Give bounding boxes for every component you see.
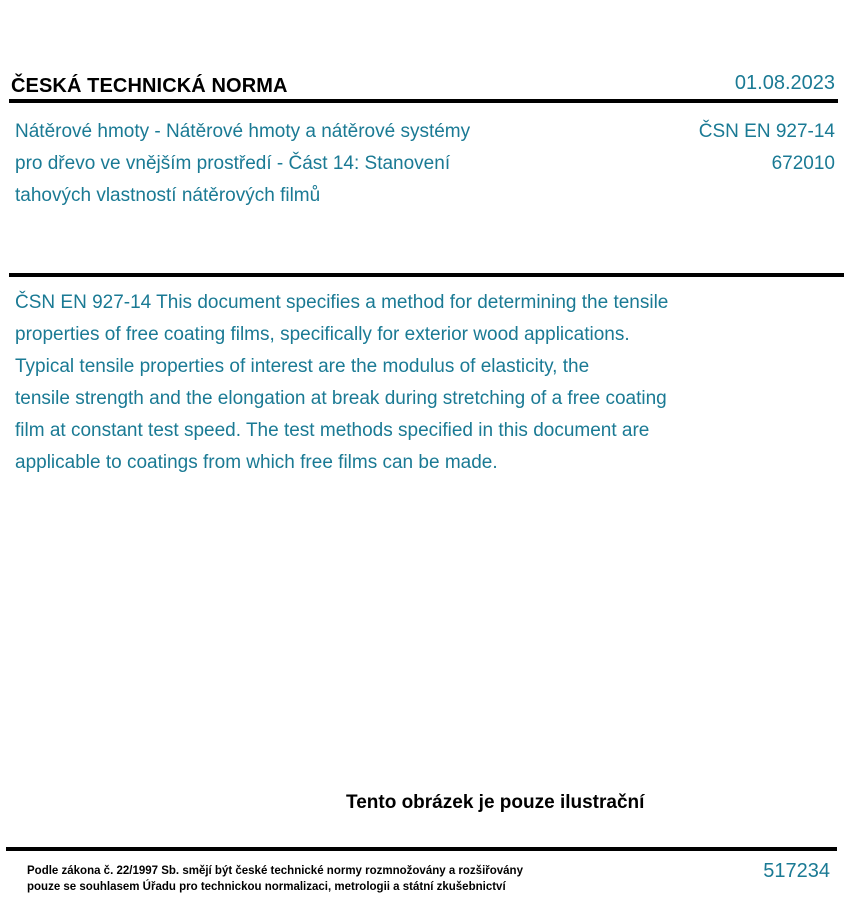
legal-line: pouze se souhlasem Úřadu pro technickou normalizaci, metrologii a státní zkušebnictví	[27, 881, 506, 893]
title-line: tahových vlastností nátěrových filmů	[15, 185, 321, 206]
document-title	[15, 116, 575, 212]
legal-line: Podle zákona č. 22/1997 Sb. smějí být české technické normy rozmnožovány a rozšiřovány	[27, 865, 523, 877]
publication-date: 01.08.2023	[734, 72, 835, 94]
illustrative-note: Tento obrázek je pouze ilustrační	[346, 792, 645, 813]
section-divider	[9, 273, 844, 277]
title-line: pro dřevo ve vnějším prostředí - Část 14: Stanovení	[15, 153, 451, 174]
catalog-number: 517234	[763, 860, 830, 882]
header-divider	[9, 99, 838, 103]
footer-divider	[6, 847, 837, 851]
legal-notice	[27, 863, 523, 895]
abstract-line: Typical tensile properties of interest are the modulus of elasticity, the	[15, 356, 590, 377]
abstract	[15, 287, 815, 479]
classification-code: 672010	[771, 153, 835, 174]
abstract-line: tensile strength and the elongation at break during stretching of a free coating	[15, 388, 667, 409]
abstract-line: ČSN EN 927-14 This document specifies a method for determining the tensile	[15, 292, 669, 313]
abstract-line: film at constant test speed. The test methods specified in this document are	[15, 420, 650, 441]
norm-label: ČESKÁ TECHNICKÁ NORMA	[11, 75, 288, 97]
abstract-line: applicable to coatings from which free films can be made.	[15, 452, 498, 473]
document-codes	[699, 116, 835, 180]
title-line: Nátěrové hmoty - Nátěrové hmoty a nátěrové systémy	[15, 121, 471, 142]
standard-number: ČSN EN 927-14	[698, 121, 835, 142]
abstract-line: properties of free coating films, specifically for exterior wood applications.	[15, 324, 630, 345]
